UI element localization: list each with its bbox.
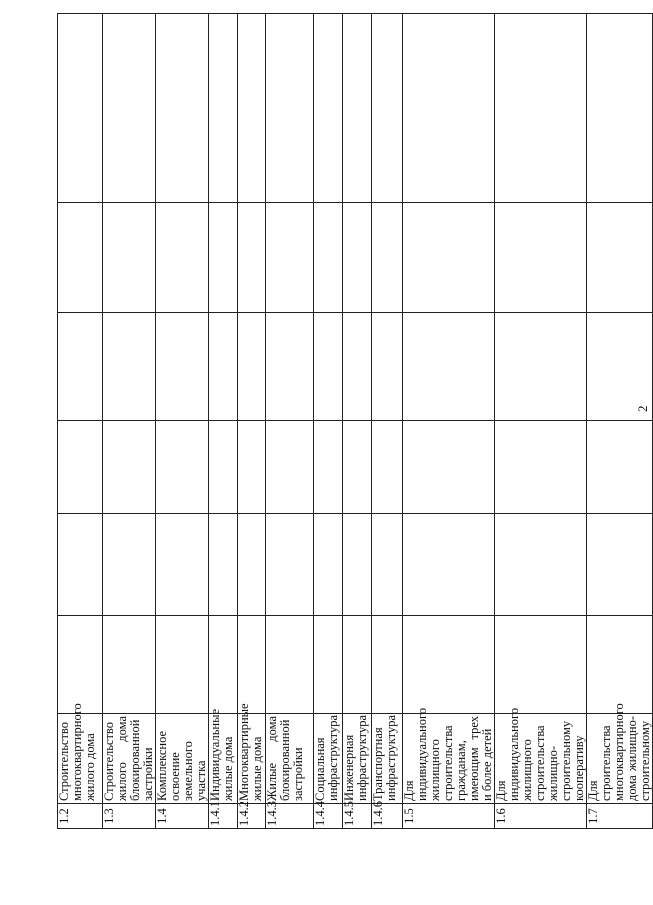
row-name: Строительство жилого дома блокированной застройки [103, 714, 156, 804]
row-number: 1.5 [403, 804, 495, 829]
table-cell [343, 203, 372, 313]
table-cell [58, 313, 103, 421]
table-cell [58, 14, 103, 203]
table-cell [495, 514, 587, 616]
table-cell [58, 616, 103, 714]
table-cell [266, 14, 314, 203]
row-number: 1.2 [58, 804, 103, 829]
row-name: Многоквартирные жилые дома [238, 714, 266, 804]
table-cell [495, 14, 587, 203]
table-cell [343, 421, 372, 514]
row-number: 1.3 [103, 804, 156, 829]
table-cell [238, 616, 266, 714]
table-cell [238, 514, 266, 616]
table-row [587, 14, 653, 829]
table-row [209, 14, 238, 829]
table-cell [209, 616, 238, 714]
table-cell [403, 203, 495, 313]
row-number: 1.6 [495, 804, 587, 829]
table-cell [103, 514, 156, 616]
row-name: Комплексное освоение земельного участка [156, 714, 209, 804]
row-name: Для индивидуального жилищного строительства гражданам, имеющим трех и более детей [403, 714, 495, 804]
row-number: 1.4.3 [266, 804, 314, 829]
table-cell [266, 514, 314, 616]
table-row [58, 14, 103, 829]
land-use-table [57, 13, 653, 829]
table-cell [403, 514, 495, 616]
table-cell [343, 616, 372, 714]
table-cell [372, 616, 403, 714]
table-cell [343, 514, 372, 616]
table-row [314, 14, 343, 829]
table-row [403, 14, 495, 829]
row-number: 1.4 [156, 804, 209, 829]
table-cell [314, 14, 343, 203]
row-name: Транспортная инфраструктура [372, 714, 403, 804]
table-cell [495, 203, 587, 313]
table-cell [266, 616, 314, 714]
table-cell [587, 421, 653, 514]
table-cell [209, 313, 238, 421]
rotated-table-container [57, 14, 652, 829]
table-cell [103, 313, 156, 421]
row-number: 1.4.4 [314, 804, 343, 829]
table-cell [314, 203, 343, 313]
table-cell [372, 14, 403, 203]
table-cell [209, 203, 238, 313]
row-name: Строительство многоквартирного жилого дома [58, 714, 103, 804]
table-cell [587, 203, 653, 313]
table-cell [238, 203, 266, 313]
page-number: 2 [635, 405, 650, 412]
table-cell [103, 14, 156, 203]
table-cell [58, 421, 103, 514]
table-cell [343, 14, 372, 203]
table-row [372, 14, 403, 829]
table-row [156, 14, 209, 829]
table-cell [587, 514, 653, 616]
table-row [266, 14, 314, 829]
table-row [343, 14, 372, 829]
row-name: Индивидуальные жилые дома [209, 714, 238, 804]
table-cell [58, 203, 103, 313]
table-cell [238, 14, 266, 203]
row-number: 1.4.2 [238, 804, 266, 829]
table-cell [314, 313, 343, 421]
table-cell [266, 421, 314, 514]
table-cell [156, 14, 209, 203]
table-cell [103, 203, 156, 313]
table-cell [403, 616, 495, 714]
table-cell [587, 616, 653, 714]
table-cell [495, 616, 587, 714]
table-cell [372, 313, 403, 421]
table-cell [266, 313, 314, 421]
row-name: Социальная инфраструктура [314, 714, 343, 804]
table-cell [314, 616, 343, 714]
row-name: Инженерная инфраструктура [343, 714, 372, 804]
table-cell [238, 313, 266, 421]
table-cell [156, 313, 209, 421]
table-cell [58, 514, 103, 616]
table-cell [103, 421, 156, 514]
table-cell [209, 514, 238, 616]
table-cell [495, 313, 587, 421]
table-row [238, 14, 266, 829]
table-cell [403, 313, 495, 421]
table-cell [403, 421, 495, 514]
table-cell [156, 203, 209, 313]
row-name: Для индивидуального жилищного строительства жилищно-строительному кооперативу [495, 714, 587, 804]
table-cell [372, 421, 403, 514]
table-cell [587, 14, 653, 203]
table-cell [156, 421, 209, 514]
row-number: 1.4.1 [209, 804, 238, 829]
row-name: Жилые дома блокированной застройки [266, 714, 314, 804]
row-number: 1.4.5 [343, 804, 372, 829]
table-cell [209, 421, 238, 514]
table-cell [238, 421, 266, 514]
table-cell [495, 421, 587, 514]
table-cell [156, 514, 209, 616]
table-cell [372, 203, 403, 313]
row-name: Для строительства многоквартирного дома жилищно-строительному [587, 714, 653, 804]
table-cell [209, 14, 238, 203]
table-cell [314, 421, 343, 514]
table-cell [403, 14, 495, 203]
row-number: 1.4.6 [372, 804, 403, 829]
table-cell [103, 616, 156, 714]
table-cell [156, 616, 209, 714]
table-cell [314, 514, 343, 616]
table-cell [266, 203, 314, 313]
table-row [103, 14, 156, 829]
table-cell [587, 313, 653, 421]
row-number: 1.7 [587, 804, 653, 829]
table-cell [343, 313, 372, 421]
table-row [495, 14, 587, 829]
table-cell [372, 514, 403, 616]
